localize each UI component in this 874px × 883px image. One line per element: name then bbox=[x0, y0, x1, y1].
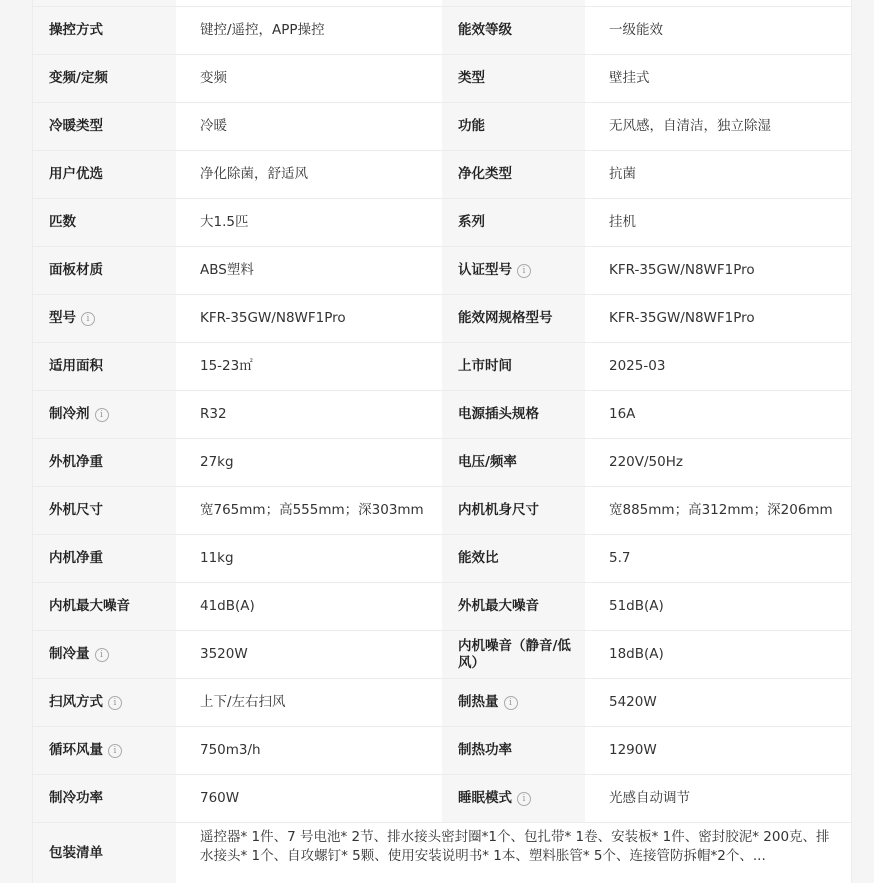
spec-label: 制冷功率 bbox=[33, 775, 176, 822]
spec-value: 220V/50Hz bbox=[585, 439, 851, 486]
spec-value: 1290W bbox=[585, 727, 851, 774]
spec-table bbox=[32, 0, 852, 883]
spec-row bbox=[33, 775, 851, 823]
spec-label: 型号 i bbox=[33, 295, 176, 342]
spec-label: 能效等级 bbox=[442, 7, 585, 54]
spec-value: 11kg bbox=[176, 535, 442, 582]
spec-value: 16A bbox=[585, 391, 851, 438]
spec-value: 大1.5匹 bbox=[176, 199, 442, 246]
spec-label: 制热量 i bbox=[442, 679, 585, 726]
spec-value: 51dB(A) bbox=[585, 583, 851, 630]
spec-row bbox=[33, 199, 851, 247]
info-icon[interactable]: i bbox=[95, 408, 109, 422]
info-icon[interactable]: i bbox=[108, 696, 122, 710]
spec-value: KFR-35GW/N8WF1Pro bbox=[585, 295, 851, 342]
spec-label: 适用面积 bbox=[33, 343, 176, 390]
spec-row bbox=[33, 55, 851, 103]
spec-row bbox=[33, 439, 851, 487]
spec-value: 光感自动调节 bbox=[585, 775, 851, 822]
spec-value: 抗菌 bbox=[585, 151, 851, 198]
spec-label: 内机机身尺寸 bbox=[442, 487, 585, 534]
spec-label: 睡眠模式 i bbox=[442, 775, 585, 822]
spec-label: 能效比 bbox=[442, 535, 585, 582]
spec-label: 用户优选 bbox=[33, 151, 176, 198]
spec-label: 扫风方式 i bbox=[33, 679, 176, 726]
spec-value: 挂机 bbox=[585, 199, 851, 246]
package-list-value: 遥控器* 1件、7 号电池* 2节、排水接头密封圈*1个、包扎带* 1卷、安装板* 1件、密封胶泥* 200克、排水接头* 1个、自攻螺钉* 5颗、使用安装说明书* 1本、塑料胀管* 5个、连接管防拆帽*2个、... bbox=[176, 823, 851, 883]
spec-label: 内机净重 bbox=[33, 535, 176, 582]
spec-row bbox=[33, 295, 851, 343]
spec-value: R32 bbox=[176, 391, 442, 438]
spec-label: 外机尺寸 bbox=[33, 487, 176, 534]
info-icon[interactable]: i bbox=[517, 792, 531, 806]
spec-label: 能效网规格型号 bbox=[442, 295, 585, 342]
spec-row bbox=[33, 391, 851, 439]
spec-row bbox=[33, 727, 851, 775]
spec-label: 认证型号 i bbox=[442, 247, 585, 294]
spec-value: 壁挂式 bbox=[585, 55, 851, 102]
spec-value: 无风感，自清洁，独立除湿 bbox=[585, 103, 851, 150]
spec-value: 宽765mm；高555mm；深303mm bbox=[176, 487, 442, 534]
spec-label: 类型 bbox=[442, 55, 585, 102]
info-icon[interactable]: i bbox=[108, 744, 122, 758]
spec-value: 5420W bbox=[585, 679, 851, 726]
info-icon[interactable]: i bbox=[504, 696, 518, 710]
spec-label: 系列 bbox=[442, 199, 585, 246]
spec-label: 制冷剂 i bbox=[33, 391, 176, 438]
spec-row bbox=[33, 103, 851, 151]
spec-label: 电压/频率 bbox=[442, 439, 585, 486]
spec-value: KFR-35GW/N8WF1Pro bbox=[176, 295, 442, 342]
spec-value: 15-23㎡ bbox=[176, 343, 442, 390]
spec-value: 750m3/h bbox=[176, 727, 442, 774]
spec-value: 键控/遥控，APP操控 bbox=[176, 7, 442, 54]
spec-value: KFR-35GW/N8WF1Pro bbox=[585, 247, 851, 294]
spec-row bbox=[33, 151, 851, 199]
spec-value: 3520W bbox=[176, 631, 442, 678]
spec-row bbox=[33, 343, 851, 391]
spec-label: 变频/定频 bbox=[33, 55, 176, 102]
spec-value: 一级能效 bbox=[585, 7, 851, 54]
info-icon[interactable]: i bbox=[517, 264, 531, 278]
spec-label: 净化类型 bbox=[442, 151, 585, 198]
spec-row bbox=[33, 631, 851, 679]
spec-row bbox=[33, 487, 851, 535]
spec-label: 电源插头规格 bbox=[442, 391, 585, 438]
spec-label: 冷暖类型 bbox=[33, 103, 176, 150]
spec-label: 制热功率 bbox=[442, 727, 585, 774]
spec-value: 变频 bbox=[176, 55, 442, 102]
info-icon[interactable]: i bbox=[95, 648, 109, 662]
spec-label: 匹数 bbox=[33, 199, 176, 246]
spec-label: 面板材质 bbox=[33, 247, 176, 294]
spec-label: 操控方式 bbox=[33, 7, 176, 54]
package-list-label: 包装清单 bbox=[33, 823, 176, 883]
spec-row bbox=[33, 583, 851, 631]
spec-value: 2025-03 bbox=[585, 343, 851, 390]
spec-label: 外机最大噪音 bbox=[442, 583, 585, 630]
spec-value: 41dB(A) bbox=[176, 583, 442, 630]
spec-value: 冷暖 bbox=[176, 103, 442, 150]
spec-label: 上市时间 bbox=[442, 343, 585, 390]
spec-value: 净化除菌，舒适风 bbox=[176, 151, 442, 198]
spec-label: 循环风量 i bbox=[33, 727, 176, 774]
spec-label: 制冷量 i bbox=[33, 631, 176, 678]
package-list-row bbox=[33, 823, 851, 883]
spec-value: ABS塑料 bbox=[176, 247, 442, 294]
spec-label: 内机最大噪音 bbox=[33, 583, 176, 630]
spec-value: 上下/左右扫风 bbox=[176, 679, 442, 726]
spec-value: 宽885mm；高312mm；深206mm bbox=[585, 487, 851, 534]
spec-value: 5.7 bbox=[585, 535, 851, 582]
spec-value: 18dB(A) bbox=[585, 631, 851, 678]
spec-value: 27kg bbox=[176, 439, 442, 486]
spec-value: 760W bbox=[176, 775, 442, 822]
spec-label: 功能 bbox=[442, 103, 585, 150]
spec-label: 内机噪音（静音/低风） bbox=[442, 631, 585, 678]
spec-row bbox=[33, 535, 851, 583]
previous-row-fragment bbox=[33, 0, 851, 7]
info-icon[interactable]: i bbox=[81, 312, 95, 326]
spec-row bbox=[33, 247, 851, 295]
spec-row bbox=[33, 679, 851, 727]
spec-row bbox=[33, 7, 851, 55]
spec-label: 外机净重 bbox=[33, 439, 176, 486]
